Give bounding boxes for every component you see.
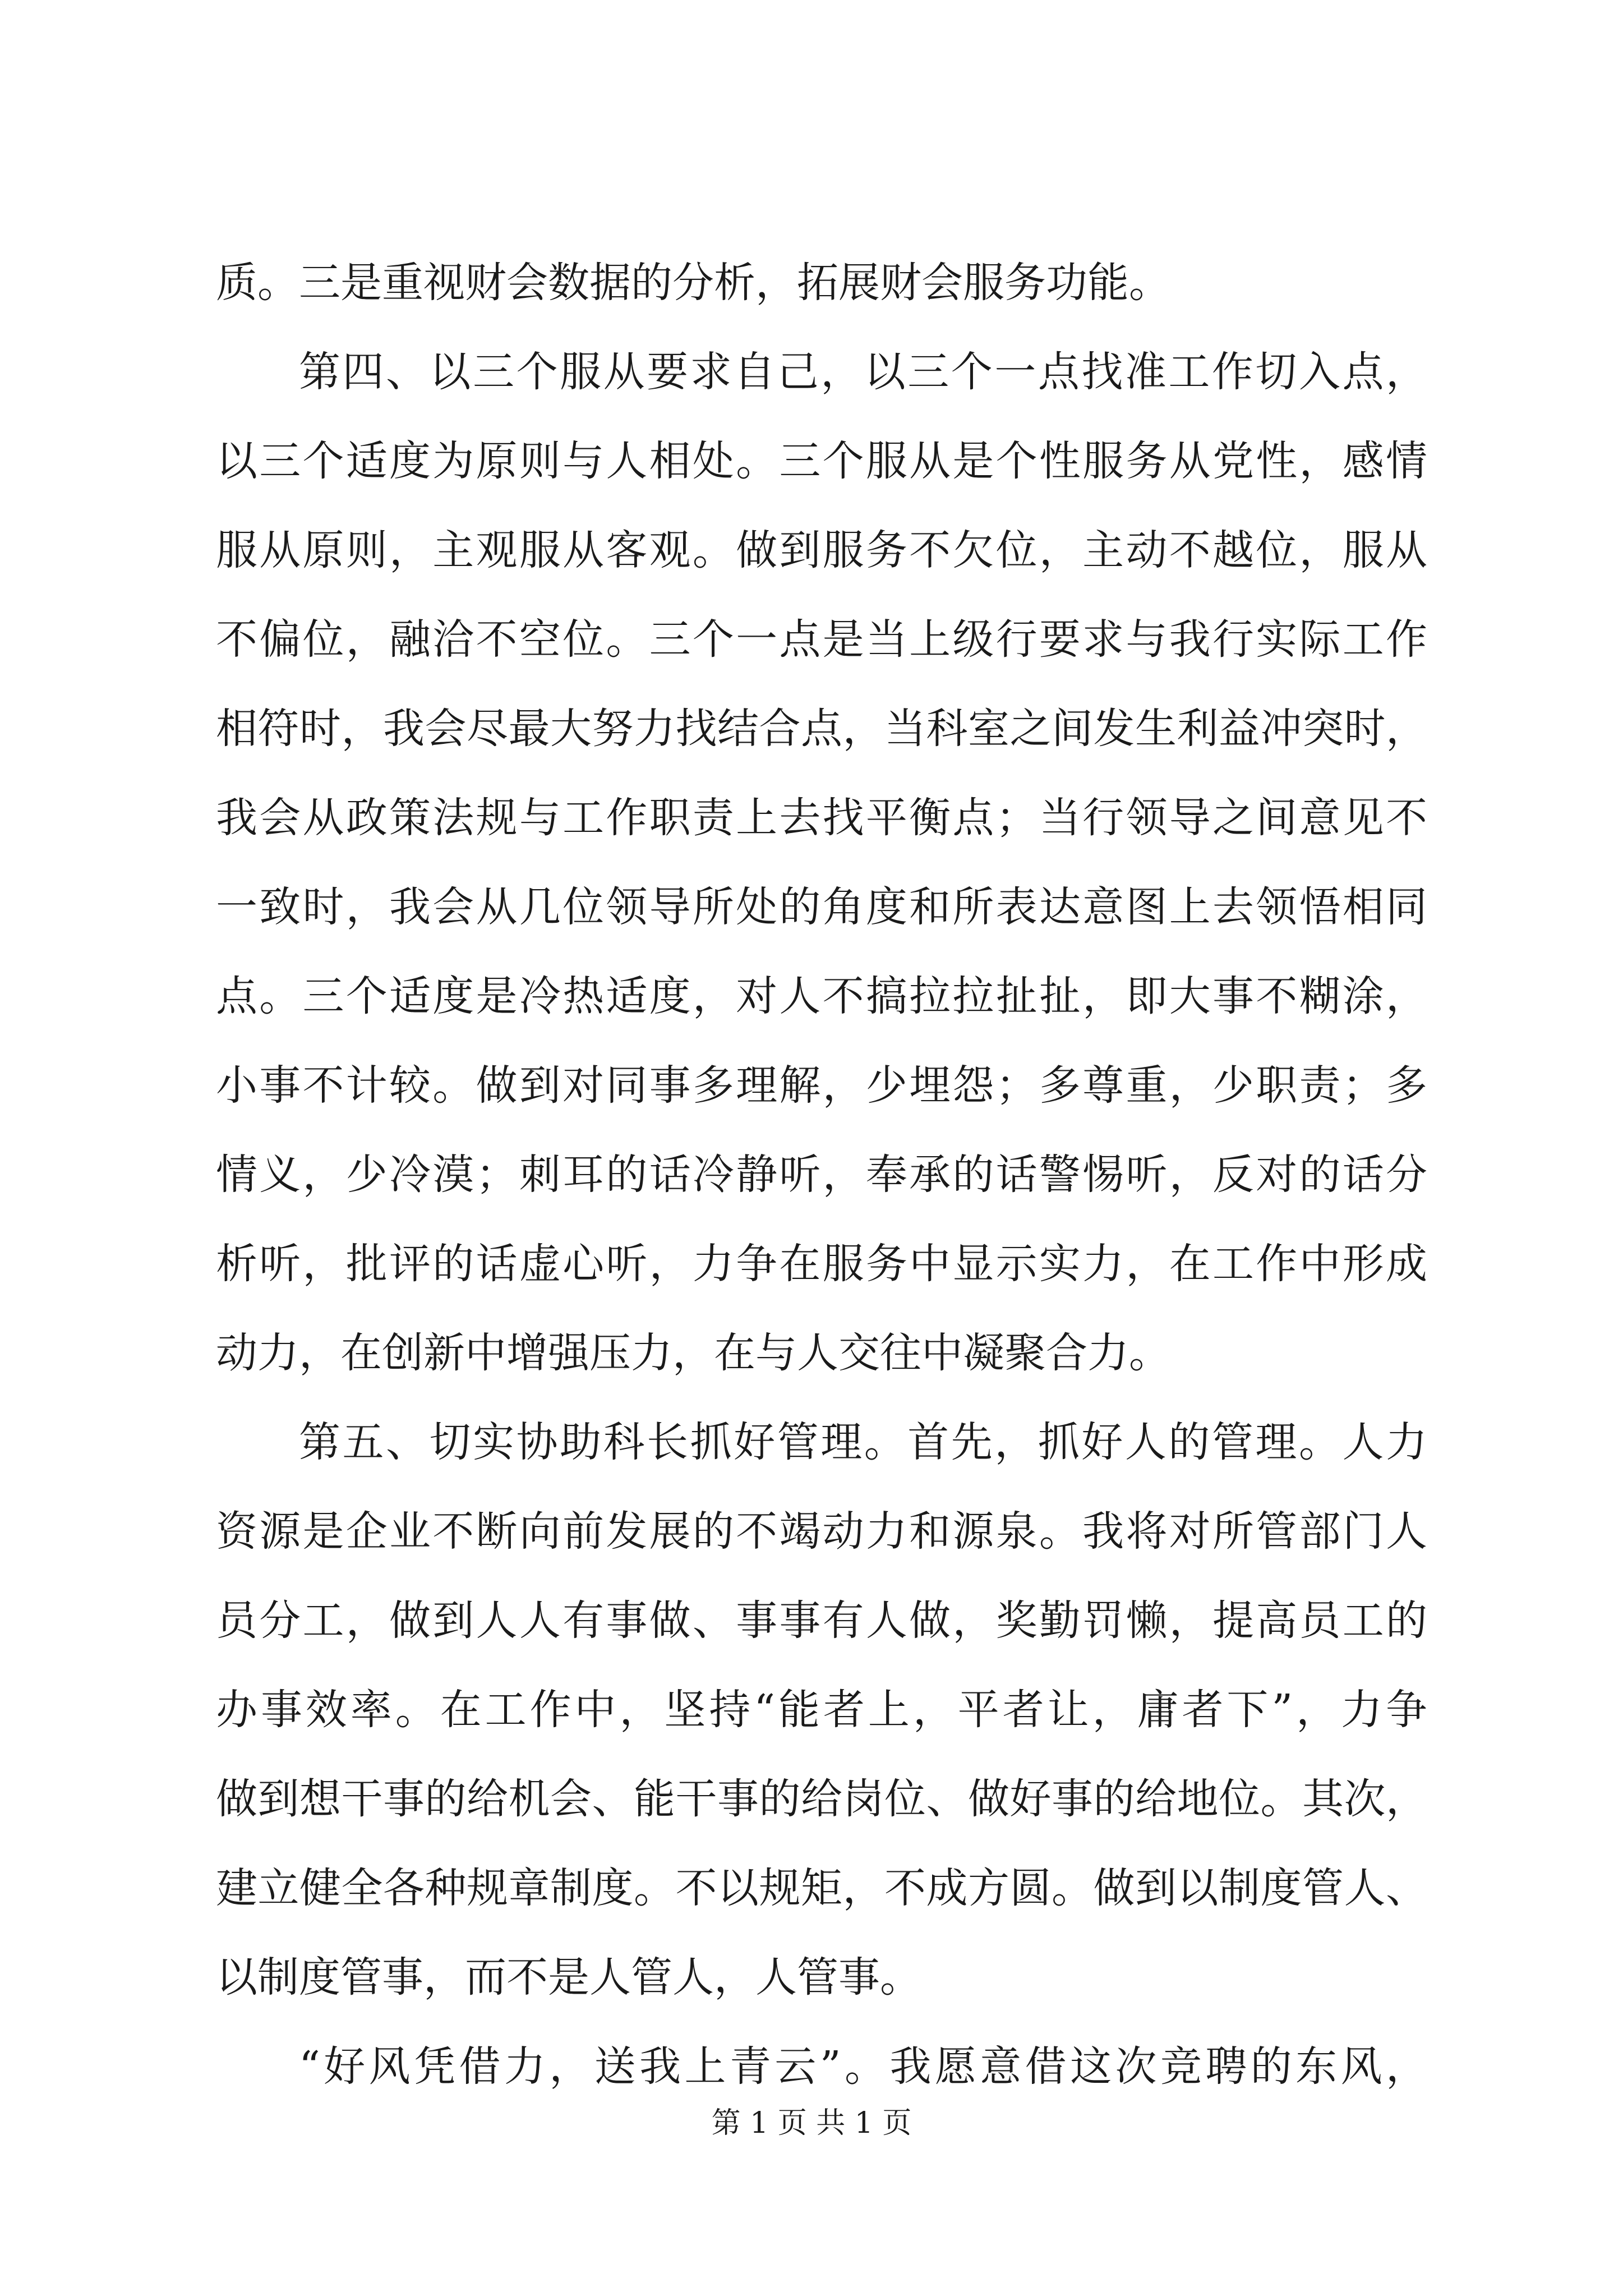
text-line: 情义，少冷漠；刺耳的话冷静听，奉承的话警惕听，反对的话分 [216,1151,1427,1199]
text-line: 一致时，我会从几位领导所处的角度和所表达意图上去领悟相同 [216,883,1427,931]
text-line: 我会从政策法规与工作职责上去找平衡点；当行领导之间意见不 [216,794,1427,842]
text-line: 相符时，我会尽最大努力找结合点，当科室之间发生利益冲突时， [216,705,1427,753]
paragraph-first-line: 第四、以三个服从要求自己，以三个一点找准工作切入点， [299,348,1427,396]
text-line: 小事不计较。做到对同事多理解，少埋怨；多尊重，少职责；多 [216,1061,1427,1110]
body-text [216,238,1427,2111]
text-line: 动力，在创新中增强压力，在与人交往中凝聚合力。 [216,1329,1170,1377]
page-number-footer: 第 1 页 共 1 页 [711,2106,912,2140]
text-line: 以三个适度为原则与人相处。三个服从是个性服务从党性，感情 [216,437,1427,485]
text-line: 不偏位，融洽不空位。三个一点是当上级行要求与我行实际工作 [216,615,1427,664]
paragraph-first-line: “好风凭借力，送我上青云”。我愿意借这次竞聘的东风， [299,2042,1427,2091]
text-line: 服从原则，主观服从客观。做到服务不欠位，主动不越位，服从 [216,526,1427,574]
text-line: 质。三是重视财会数据的分析，拓展财会服务功能。 [216,259,1170,307]
text-line: 员分工，做到人人有事做、事事有人做，奖勤罚懒，提高员工的 [216,1596,1427,1645]
text-line: 建立健全各种规章制度。不以规矩，不成方圆。做到以制度管人、 [216,1864,1427,1912]
text-line: 析听，批评的话虚心听，力争在服务中显示实力，在工作中形成 [216,1240,1427,1288]
text-line: 以制度管事，而不是人管人，人管事。 [216,1953,921,2001]
text-line: 点。三个适度是冷热适度，对人不搞拉拉扯扯，即大事不糊涂， [216,972,1427,1020]
text-line: 办事效率。在工作中，坚持“能者上，平者让，庸者下”，力争 [216,1686,1427,1734]
text-line: 资源是企业不断向前发展的不竭动力和源泉。我将对所管部门人 [216,1507,1427,1556]
text-line: 做到想干事的给机会、能干事的给岗位、做好事的给地位。其次， [216,1775,1427,1823]
paragraph-first-line: 第五、切实协助科长抓好管理。首先，抓好人的管理。人力 [299,1418,1427,1466]
